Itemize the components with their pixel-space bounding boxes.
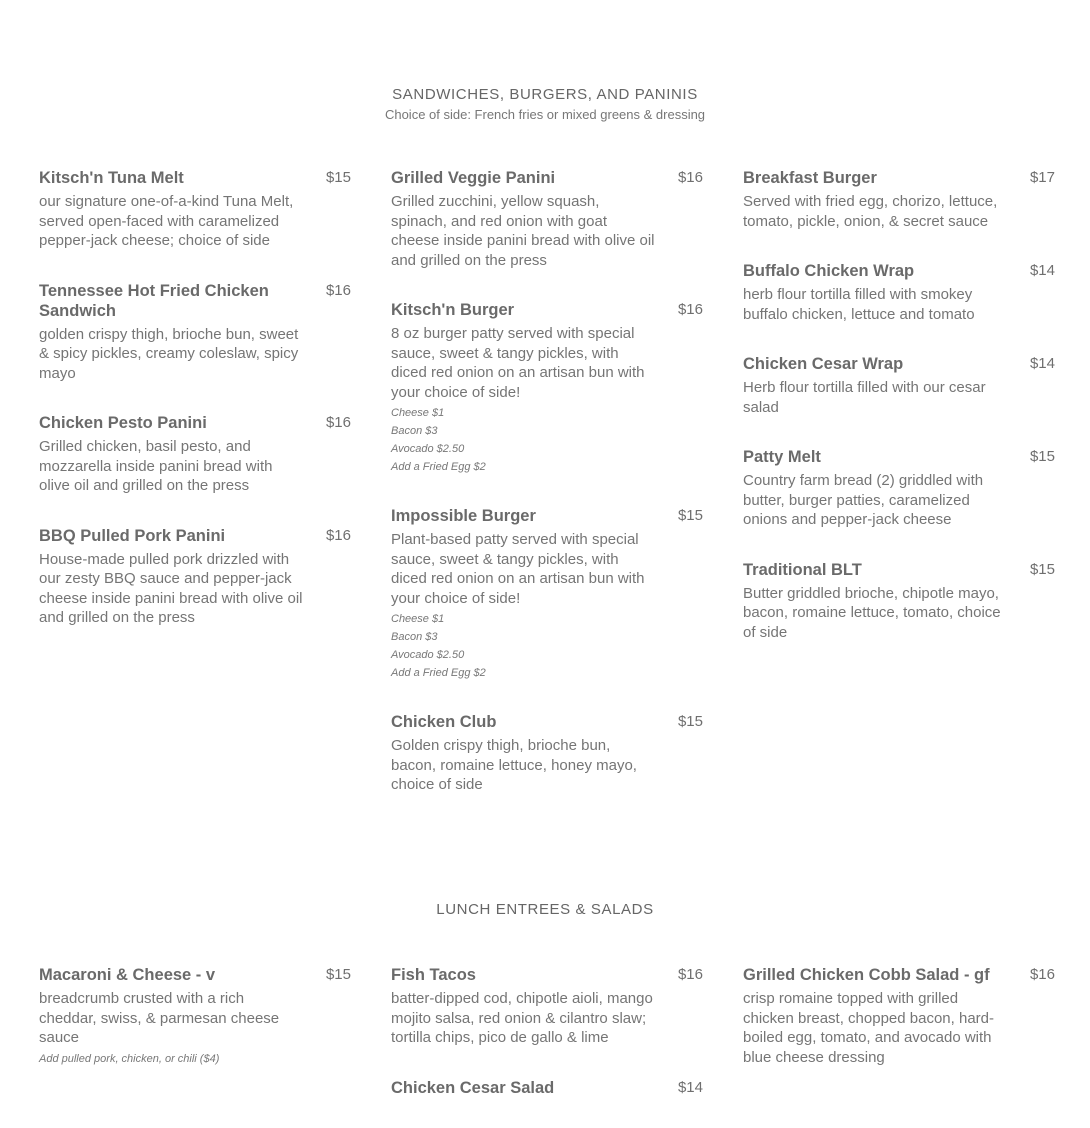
menu-item-name: Buffalo Chicken Wrap xyxy=(743,262,915,280)
menu-item-header xyxy=(743,354,1055,374)
menu-item-description: batter-dipped cod, chipotle aioli, mango mojito salsa, red onion & cilantro slaw; tortilla chips, pico de gallo & lime xyxy=(391,990,653,1046)
menu-item-name: Impossible Burger xyxy=(391,507,536,525)
menu-item xyxy=(391,300,703,476)
menu-item-description: Golden crispy thigh, brioche bun, bacon, romaine lettuce, honey mayo, choice of side xyxy=(391,737,637,793)
menu-item-addons xyxy=(39,1050,351,1068)
menu-item-price: $16 xyxy=(1029,966,1055,983)
menu-item-price: $16 xyxy=(677,169,703,186)
menu-item-addon: Avocado $2.50 xyxy=(391,649,465,661)
section-subtitle: Choice of side: French fries or mixed greens & dressing xyxy=(384,107,706,122)
menu-column-3 xyxy=(743,965,1055,1097)
menu-item-description: crisp romaine topped with grilled chicken breast, chopped bacon, hard-boiled egg, tomato, and avocado with blue cheese dressing xyxy=(743,990,994,1066)
menu-item-name: Traditional BLT xyxy=(743,560,862,579)
menu-item-header xyxy=(39,965,351,985)
menu-item-description: Grilled chicken, basil pesto, and mozzarella inside panini bread with olive oil and grilled on the press xyxy=(39,438,273,494)
menu-item-price: $16 xyxy=(325,526,351,544)
menu-item-description: Butter griddled brioche, chipotle mayo, bacon, romaine lettuce, tomato, choice of side xyxy=(743,584,1001,641)
menu-item-name: Kitsch'n Burger xyxy=(391,301,515,319)
menu-item-header xyxy=(39,168,351,188)
menu-item-price: $14 xyxy=(1029,355,1055,372)
menu-item xyxy=(39,965,351,1068)
menu-item-name: Chicken Pesto Panini xyxy=(39,414,207,432)
menu-item-header xyxy=(39,281,351,321)
menu-item-description: Herb flour tortilla filled with our cesar salad xyxy=(743,379,986,416)
menu-item xyxy=(391,1078,703,1098)
menu-item-addon: Bacon $3 xyxy=(391,631,438,643)
menu-item-description: our signature one-of-a-kind Tuna Melt, served open-faced with caramelized pepper-jack cheese; choice of side xyxy=(39,193,294,249)
menu-item-name: Kitsch'n Tuna Melt xyxy=(39,169,184,187)
menu-item-header xyxy=(391,965,703,985)
menu-item-description: Served with fried egg, chorizo, lettuce, tomato, pickle, onion, & secret sauce xyxy=(743,193,998,230)
menu-item-header xyxy=(743,261,1055,281)
section-title: SANDWICHES, BURGERS, AND PANINIS xyxy=(392,86,698,103)
menu-item-header xyxy=(391,506,703,526)
menu-column-2 xyxy=(391,965,703,1128)
menu-item-name: Grilled Chicken Cobb Salad - gf xyxy=(743,966,990,984)
menu-item xyxy=(743,354,1055,417)
menu-item-addon: Cheese $1 xyxy=(391,407,445,419)
menu-item-addon: Avocado $2.50 xyxy=(391,443,465,455)
menu-item xyxy=(39,526,351,628)
menu-item-addon: Add a Fried Egg $2 xyxy=(391,461,486,473)
menu-item-header xyxy=(743,965,1055,985)
menu-item-addon: Add a Fried Egg $2 xyxy=(391,667,486,679)
menu-item-header xyxy=(39,413,351,433)
menu-item-price: $16 xyxy=(677,301,703,318)
menu-item-addon: Add pulled pork, chicken, or chili ($4) xyxy=(39,1052,220,1065)
menu-item-price: $17 xyxy=(1029,169,1055,186)
menu-item-price: $15 xyxy=(677,507,703,524)
menu-item xyxy=(743,965,1055,1067)
menu-item xyxy=(743,447,1055,530)
menu-item-price: $15 xyxy=(1029,448,1055,465)
menu-column-1 xyxy=(39,965,351,1098)
menu-item xyxy=(391,168,703,270)
section-header-sandwiches xyxy=(0,86,1090,122)
menu-item-name: Patty Melt xyxy=(743,448,821,466)
menu-item-name: Chicken Cesar Wrap xyxy=(743,355,904,373)
menu-item-price: $16 xyxy=(325,414,351,431)
menu-item xyxy=(39,168,351,251)
menu-item-header xyxy=(391,712,703,732)
menu-item-description: House-made pulled pork drizzled with our zesty BBQ sauce and pepper-jack cheese inside panini bread with olive oil and grilled on the press xyxy=(39,550,303,626)
menu-item xyxy=(743,261,1055,324)
menu-item-name: Fish Tacos xyxy=(391,966,476,984)
menu-item-description: herb flour tortilla filled with smokey buffalo chicken, lettuce and tomato xyxy=(743,286,975,323)
menu-item-price: $14 xyxy=(1029,262,1055,279)
menu-item-header xyxy=(743,560,1055,580)
menu-item-header xyxy=(391,300,703,320)
menu-item-price: $16 xyxy=(677,966,703,983)
menu-item-header xyxy=(743,168,1055,188)
section-title: LUNCH ENTREES & SALADS xyxy=(436,901,654,918)
menu-column-1 xyxy=(39,168,351,658)
menu-item-name: Chicken Club xyxy=(391,713,497,731)
menu-item xyxy=(39,413,351,496)
menu-item-price: $16 xyxy=(325,281,351,299)
menu-item-price: $15 xyxy=(325,966,351,983)
section-header-entrees xyxy=(0,901,1090,918)
menu-item-description: golden crispy thigh, brioche bun, sweet & spicy pickles, creamy coleslaw, spicy mayo xyxy=(39,325,299,382)
menu-column-3 xyxy=(743,168,1055,672)
menu-item-addon: Bacon $3 xyxy=(391,425,438,437)
menu-item-price: $15 xyxy=(677,713,703,730)
menu-item xyxy=(743,560,1055,643)
menu-item-addon: Cheese $1 xyxy=(391,613,445,625)
menu-item xyxy=(391,965,703,1048)
menu-item xyxy=(743,168,1055,231)
menu-column-2 xyxy=(391,168,703,825)
menu-item-name: Chicken Cesar Salad xyxy=(391,1078,555,1097)
menu-item-name: BBQ Pulled Pork Panini xyxy=(39,526,226,545)
menu-item-header xyxy=(391,1078,703,1098)
menu-item-name: Grilled Veggie Panini xyxy=(391,169,556,187)
menu-item-header xyxy=(39,526,351,546)
menu-item-header xyxy=(391,168,703,188)
menu-item xyxy=(39,281,351,384)
menu-item xyxy=(391,506,703,682)
menu-item-name: Tennessee Hot Fried Chicken Sandwich xyxy=(39,281,269,320)
menu-item-description: Country farm bread (2) griddled with butter, burger patties, caramelized onions and pepper-jack cheese xyxy=(743,472,984,528)
menu-item-addons xyxy=(391,404,703,476)
menu-item-header xyxy=(743,447,1055,467)
menu-item-addons xyxy=(391,610,703,682)
menu-item-price: $15 xyxy=(1029,560,1055,578)
menu-item-name: Macaroni & Cheese - v xyxy=(39,966,216,984)
menu-item-description: breadcrumb crusted with a rich cheddar, swiss, & parmesan cheese sauce xyxy=(39,990,280,1046)
menu-item-description: 8 oz burger patty served with special sauce, sweet & tangy pickles, with diced red onion on an artisan bun with your choice of side! xyxy=(391,325,645,401)
menu-item-description: Grilled zucchini, yellow squash, spinach, and red onion with goat cheese inside panini bread with olive oil and grilled on the press xyxy=(391,193,655,269)
menu-item-price: $15 xyxy=(325,169,351,186)
menu-item xyxy=(391,712,703,795)
menu-item-description: Plant-based patty served with special sauce, sweet & tangy pickles, with diced red onion on an artisan bun with your choice of side! xyxy=(391,531,645,607)
menu-item-price: $14 xyxy=(677,1078,703,1096)
menu-item-name: Breakfast Burger xyxy=(743,169,877,187)
